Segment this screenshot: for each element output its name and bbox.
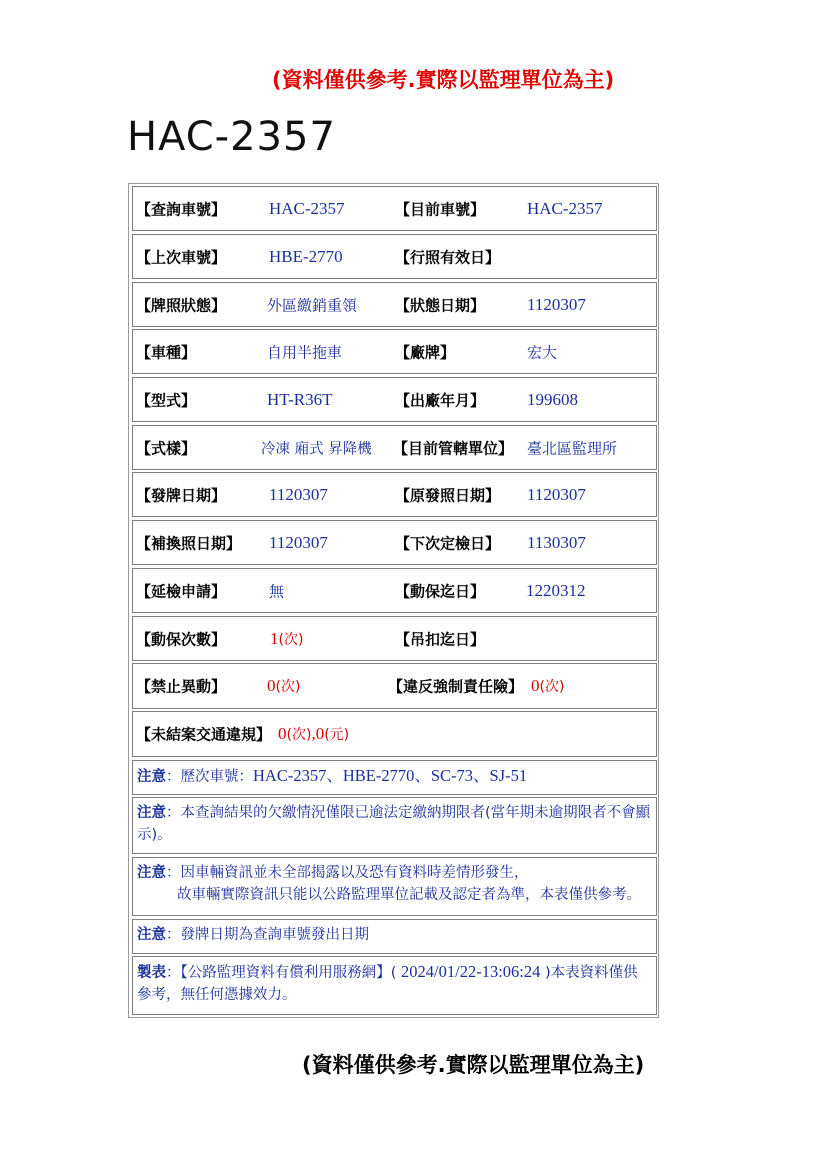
note-data-disclosure: 注意：因車輛資訊並未全部揭露以及恐有資料時差情形發生， 故車輛實際資訊只能以公路監理單位記載及認定者為準，本表僅供參考。 [132, 857, 657, 916]
note-report-source: 製表：【公路監理資料有償利用服務網】( 2024/01/22-13:06:24 )本表資料僅供參考，無任何憑據效力。 [132, 956, 657, 1015]
note-text-line2: 故車輛實際資訊只能以公路監理單位記載及認定者為準，本表僅供參考。 [177, 887, 641, 903]
value-query-plate: HAC-2357 [269, 198, 345, 218]
note-issue-date-definition: 注意：發牌日期為查詢車號發出日期 [132, 919, 657, 954]
label-chattel-mortgage-count: 【動保次數】 [136, 630, 227, 648]
label-model: 【型式】 [136, 391, 197, 409]
label-original-license-date: 【原發照日期】 [395, 486, 501, 504]
label-issue-date: 【發牌日期】 [136, 486, 227, 504]
note-text: 本查詢結果的欠繳情況僅限已逾法定繳納期限者(當年期未逾期限者不會顯示)。 [137, 805, 651, 843]
note-tag: 注意 [137, 805, 166, 821]
note-plate-history: 注意：歷次車號：HAC-2357、HBE-2770、SC-73、SJ-51 [132, 760, 657, 795]
label-license-valid-date: 【行照有效日】 [395, 248, 501, 266]
label-manufacture-date: 【出廠年月】 [395, 391, 486, 409]
value-original-license-date: 1120307 [527, 484, 586, 504]
label-vehicle-type: 【車種】 [136, 343, 197, 361]
label-transfer-ban: 【禁止異動】 [136, 677, 227, 696]
label-current-plate: 【目前車號】 [395, 200, 486, 218]
label-unsettled-violations: 【未結案交通違規】 [136, 725, 272, 744]
note-tag: 注意 [137, 927, 166, 943]
value-reissue-date: 1120307 [269, 532, 328, 552]
value-previous-plate: HBE-2770 [269, 246, 343, 266]
value-status-date: 1120307 [527, 294, 586, 314]
note-text: 發牌日期為查詢車號發出日期 [180, 927, 369, 943]
label-chattel-mortgage-end: 【動保迄日】 [395, 582, 486, 600]
note-text: 本表資料僅供參考，無任何憑據效力。 [137, 965, 638, 1003]
note-tag: 注意 [137, 865, 166, 881]
value-jurisdiction: 臺北區監理所 [527, 439, 618, 457]
label-query-plate: 【查詢車號】 [136, 200, 227, 218]
label-jurisdiction: 【目前管轄單位】 [393, 439, 514, 457]
disclaimer-bottom: (資料僅供參考.實際以監理單位為主) [302, 1053, 645, 1077]
label-body-style: 【式樣】 [136, 439, 197, 457]
row-unsettled-violations [132, 711, 657, 757]
label-next-inspection: 【下次定檢日】 [395, 534, 501, 552]
label-brand: 【廠牌】 [395, 343, 456, 361]
value-unsettled-violations: 0(次),0(元) [278, 724, 350, 743]
row-body-style [132, 425, 657, 470]
row-previous-plate [132, 234, 657, 279]
report-timestamp: 2024/01/22-13:06:24 [401, 962, 541, 981]
label-reissue-date: 【補換照日期】 [136, 534, 242, 552]
value-current-plate: HAC-2357 [527, 198, 603, 218]
disclaimer-top: (資料僅供參考.實際以監理單位為主) [272, 68, 615, 92]
plate-history-list: HAC-2357、HBE-2770、SC-73、SJ-51 [253, 766, 528, 785]
value-vehicle-type: 自用半拖車 [267, 343, 343, 361]
value-issue-date: 1120307 [269, 484, 328, 504]
label-status-date: 【狀態日期】 [395, 296, 486, 314]
label-plate-status: 【牌照狀態】 [136, 296, 227, 314]
row-vehicle-type [132, 329, 657, 374]
label-inspection-extension: 【延檢申請】 [136, 582, 227, 600]
row-issue-date [132, 472, 657, 517]
label-previous-plate: 【上次車號】 [136, 248, 227, 266]
plate-number-title: HAC-2357 [127, 114, 336, 160]
value-model: HT-R36T [267, 389, 333, 409]
report-source: 【公路監理資料有償利用服務網】 [180, 965, 391, 981]
note-tag: 製表 [137, 965, 166, 981]
row-transfer-ban [132, 663, 657, 709]
value-inspection-extension: 無 [269, 582, 285, 600]
note-text: 歷次車號： [180, 769, 253, 785]
value-manufacture-date: 199608 [527, 389, 578, 409]
label-suspension-end: 【吊扣迄日】 [395, 630, 486, 648]
row-inspection-extension [132, 568, 657, 613]
note-text-line1: 因車輛資訊並未全部揭露以及恐有資料時差情形發生， [180, 865, 529, 881]
label-insurance-violation: 【違反強制責任險】 [388, 677, 524, 696]
value-brand: 宏大 [527, 343, 558, 361]
row-model [132, 377, 657, 422]
value-next-inspection: 1130307 [527, 532, 586, 552]
value-chattel-mortgage-count: 1(次) [270, 628, 304, 648]
row-plate-status [132, 282, 657, 327]
value-insurance-violation: 0(次) [531, 676, 565, 695]
value-plate-status: 外區繳銷重領 [267, 296, 358, 314]
value-body-style: 冷凍 廂式 昇降機 [261, 441, 372, 457]
value-transfer-ban: 0(次) [267, 676, 301, 695]
row-chattel-mortgage-count [132, 616, 657, 661]
value-chattel-mortgage-end: 1220312 [526, 580, 586, 600]
row-query-plate [132, 186, 657, 231]
note-tag: 注意 [137, 769, 166, 785]
note-arrears-scope: 注意：本查詢結果的欠繳情況僅限已逾法定繳納期限者(當年期未逾期限者不會顯示)。 [132, 797, 657, 854]
row-reissue-date [132, 520, 657, 565]
